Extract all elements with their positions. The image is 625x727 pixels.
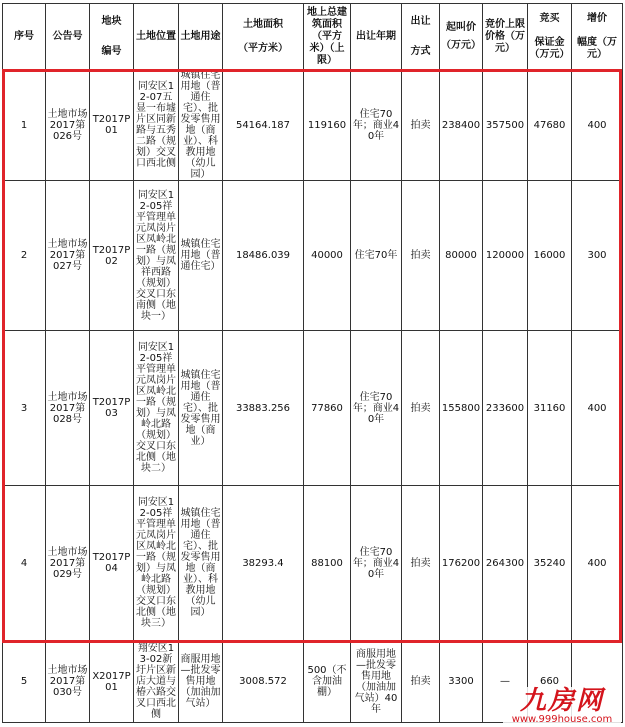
- cell-area: 3008.572: [223, 641, 304, 723]
- cell-location: 翔安区13-02新圩片区新店大道与椿六路交叉口西北侧: [134, 641, 179, 723]
- cell-cap-price: —: [483, 641, 528, 723]
- cell-term: 住宅70年；商业40年: [351, 331, 402, 486]
- header-method-top: 出让: [410, 15, 431, 27]
- cell-plot-no: X2017P01: [90, 641, 134, 723]
- header-deposit-top: 竞买: [539, 12, 560, 24]
- cell-floor-area: 500（不含加油棚）: [304, 641, 351, 723]
- cell-use: 城镇住宅用地（普通住宅）、批发零售用地（商业）: [179, 331, 223, 486]
- cell-use: 城镇住宅用地（普通住宅）: [179, 181, 223, 331]
- cell-location: 同安区12-05祥平管理单元凤岗片区凤岭北一路（规划）与凤岭北路（规划）交叉口东北侧（地块二）: [134, 331, 179, 486]
- cell-cap-price: 357500: [483, 70, 528, 181]
- header-plot-no: [90, 4, 134, 70]
- watermark-logo: 九房网: [519, 686, 604, 716]
- cell-deposit: 660: [528, 641, 572, 723]
- header-plot-no-top: 地块: [101, 15, 122, 27]
- header-deposit: [528, 4, 572, 70]
- cell-start-price: 3300: [440, 641, 483, 723]
- site-watermark: [503, 687, 621, 725]
- cell-method: 拍卖: [402, 181, 440, 331]
- cell-increment: 400: [572, 331, 623, 486]
- cell-use: 城镇住宅用地（普通住宅）、批发零售用地（商业）、科教用地（幼儿园）: [180, 70, 221, 180]
- header-start-price-bottom: （万元）: [441, 39, 481, 51]
- cell-start-price: 155800: [440, 331, 483, 486]
- cell-notice-no: 土地市场2017第028号: [46, 331, 90, 486]
- cell-notice-no: 土地市场2017第029号: [46, 486, 90, 641]
- cell-start-price: 176200: [440, 486, 483, 641]
- cell-deposit: 31160: [528, 331, 572, 486]
- cell-location: 同安区12-07五显一布墟片区同新路与五秀二路（规划）交叉口西北侧: [134, 70, 179, 181]
- cell-increment: 400: [572, 70, 623, 181]
- header-method-bottom: 方式: [410, 45, 431, 57]
- header-use: 土地用途: [179, 4, 223, 70]
- cell-method: 拍卖: [402, 641, 440, 723]
- header-plot-no-bottom: 编号: [101, 45, 122, 57]
- cell-notice-no: 土地市场2017第026号: [46, 70, 90, 181]
- cell-deposit: 47680: [528, 70, 572, 181]
- watermark-url: www.999house.com: [511, 714, 613, 725]
- cell-location: 同安区12-05祥平管理单元凤岗片区凤岭北一路（规划）与凤岭北路（规划）交叉口东北侧（地块三）: [134, 486, 179, 641]
- table-row: [3, 181, 623, 331]
- cell-method: 拍卖: [402, 70, 440, 181]
- header-start-price-top: 起叫价: [446, 21, 476, 33]
- cell-seq: 4: [3, 486, 46, 641]
- header-method: [402, 4, 440, 70]
- cell-seq: 1: [3, 70, 46, 181]
- header-increment: [572, 4, 623, 70]
- table-row: [3, 331, 623, 486]
- cell-term: 住宅70年；商业40年: [351, 486, 402, 641]
- cell-seq: 3: [3, 331, 46, 486]
- header-term: 出让年期: [351, 4, 402, 70]
- cell-floor-area: 119160: [304, 70, 351, 181]
- cell-area: 33883.256: [223, 331, 304, 486]
- cell-plot-no: T2017P01: [90, 70, 134, 181]
- cell-floor-area: 77860: [304, 331, 351, 486]
- cell-method: 拍卖: [402, 486, 440, 641]
- cell-term: 住宅70年；商业40年: [351, 70, 402, 181]
- table-row: [3, 486, 623, 641]
- cell-area: 18486.039: [223, 181, 304, 331]
- header-start-price: [440, 4, 483, 70]
- cell-use: 城镇住宅用地（普通住宅）、批发零售用地（商业）、科教用地（幼儿园）: [179, 486, 223, 641]
- cell-start-price: 238400: [440, 70, 483, 181]
- cell-increment: 300: [572, 181, 623, 331]
- header-increment-bottom: 幅度（万元）: [577, 36, 617, 60]
- header-area: [223, 4, 304, 70]
- cell-floor-area: 88100: [304, 486, 351, 641]
- header-area-bottom: （平方米）: [238, 42, 288, 54]
- table-row: [3, 70, 623, 181]
- cell-cap-price: 264300: [483, 486, 528, 641]
- cell-deposit: 16000: [528, 181, 572, 331]
- cell-area: 54164.187: [223, 70, 304, 181]
- cell-area: 38293.4: [223, 486, 304, 641]
- cell-seq: 5: [3, 641, 46, 723]
- header-cap-price: 竞价上限价格（万元）: [483, 4, 528, 70]
- header-row: [3, 4, 623, 70]
- cell-term: 住宅70年: [351, 181, 402, 331]
- cell-use: 商服用地—批发零售用地（加油加气站）: [179, 641, 223, 723]
- cell-increment: 400: [572, 486, 623, 641]
- cell-cap-price: 233600: [483, 331, 528, 486]
- header-location: 土地位置: [134, 4, 179, 70]
- header-seq: 序号: [3, 4, 46, 70]
- header-deposit-bottom: 保证金（万元）: [529, 36, 570, 60]
- cell-term: 商服用地—批发零售用地（加油加气站）40年: [351, 641, 402, 723]
- cell-plot-no: T2017P02: [90, 181, 134, 331]
- header-area-top: 土地面积: [243, 18, 283, 30]
- cell-notice-no: 土地市场2017第030号: [46, 641, 90, 723]
- cell-location: 同安区12-05祥平管理单元凤岗片区凤岭北一路（规划）与凤祥西路（规划）交叉口东南侧（地块一）: [134, 181, 179, 331]
- cell-plot-no: T2017P03: [90, 331, 134, 486]
- cell-method: 拍卖: [402, 331, 440, 486]
- cell-cap-price: 120000: [483, 181, 528, 331]
- land-auction-table: [2, 3, 623, 723]
- cell-plot-no: T2017P04: [90, 486, 134, 641]
- cell-deposit: 35240: [528, 486, 572, 641]
- cell-seq: 2: [3, 181, 46, 331]
- header-increment-top: 增价: [587, 12, 607, 24]
- cell-floor-area: 40000: [304, 181, 351, 331]
- cell-start-price: 80000: [440, 181, 483, 331]
- header-notice-no: 公告号: [46, 4, 90, 70]
- header-floor-area: 地上总建筑面积（平方米）（上限）: [304, 4, 351, 70]
- cell-notice-no: 土地市场2017第027号: [46, 181, 90, 331]
